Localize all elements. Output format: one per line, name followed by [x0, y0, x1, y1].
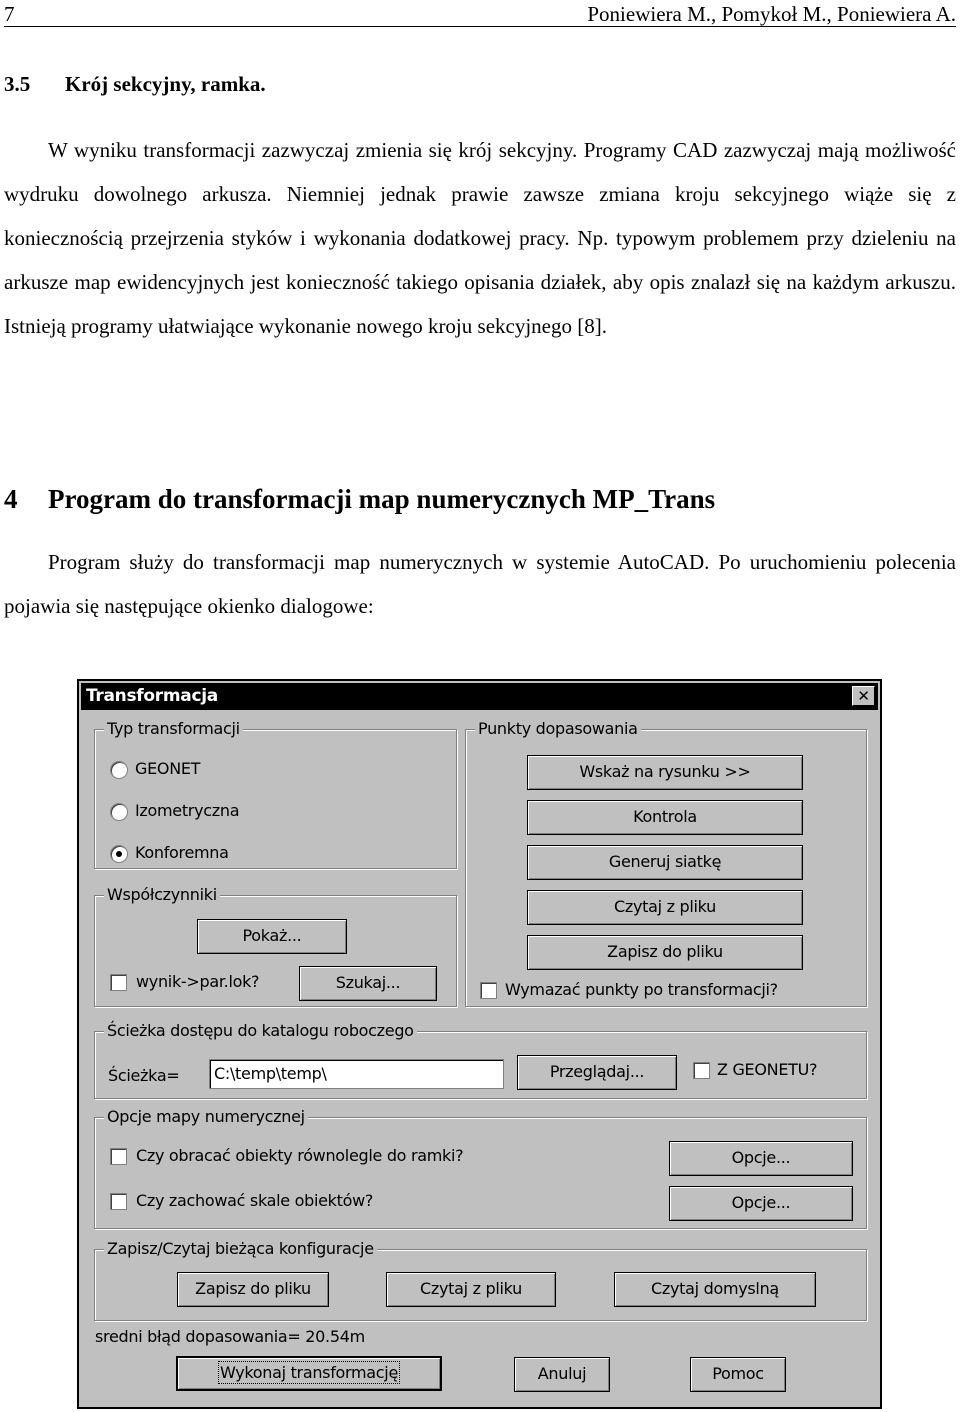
paragraph-text: Program służy do transformacji map numerycznych w systemie AutoCAD. Po uruchomieniu polecenia pojawia się następujące okienko dialogowe: [4, 550, 956, 618]
page-number: 7 [4, 2, 15, 26]
section-heading-4 [4, 484, 715, 515]
obracac-checkbox-label: Czy obracać obiekty równolegle do ramki? [136, 1146, 464, 1165]
group-label: Opcje mapy numerycznej [104, 1107, 308, 1127]
sciezka-label: Ścieżka= [108, 1066, 180, 1085]
pomoc-button[interactable]: Pomoc [690, 1357, 786, 1392]
opcje-button-2[interactable]: Opcje... [669, 1186, 853, 1221]
section-heading-3-5 [4, 72, 266, 97]
skale-checkbox[interactable] [110, 1193, 127, 1210]
radio-izometryczna[interactable] [110, 803, 128, 821]
kontrola-button[interactable]: Kontrola [527, 800, 803, 835]
skale-checkbox-label: Czy zachować skale obiektów? [136, 1191, 374, 1210]
radio-geonet-label: GEONET [135, 759, 201, 778]
section-number: 4 [4, 484, 18, 514]
wskaz-na-rysunku-button[interactable]: Wskaż na rysunku >> [527, 755, 803, 790]
zapisz-konfig-button[interactable]: Zapisz do pliku [177, 1272, 329, 1307]
anuluj-button[interactable]: Anuluj [514, 1357, 610, 1392]
z-geonetu-checkbox[interactable] [693, 1062, 710, 1079]
close-button[interactable] [852, 686, 875, 706]
czytaj-domyslna-button[interactable]: Czytaj domyslną [614, 1272, 816, 1307]
section-number: 3.5 [4, 72, 31, 96]
group-label: Zapisz/Czytaj bieżąca konfiguracje [104, 1239, 377, 1259]
paragraph-4 [4, 540, 956, 628]
wynik-checkbox[interactable] [110, 974, 127, 991]
wymazac-checkbox-label: Wymazać punkty po transformacji? [505, 980, 778, 999]
paragraph-3-5 [4, 128, 956, 348]
close-icon: ✕ [857, 687, 870, 705]
paragraph-text: W wyniku transformacji zazwyczaj zmienia się krój sekcyjny. Programy CAD zazwyczaj mają możliwość wydruku dowolnego arkusza. Niemniej jednak prawie zawsze zmiana kroju sekcyjnego wiąże się z koniecznością przejrzenia styków i wykonania dodatkowej pracy. Np. typowym problemem przy dzieleniu na arkusze map ewidencyjnych jest konieczność takiego opisania działek, aby opis znalazł się na każdym arkuszu. Istnieją programy ułatwiające wykonanie nowego kroju sekcyjnego [8]. [4, 138, 956, 338]
obracac-checkbox[interactable] [110, 1148, 127, 1165]
section-title: Krój sekcyjny, ramka. [65, 72, 266, 96]
zapisz-do-pliku-button[interactable]: Zapisz do pliku [527, 935, 803, 970]
czytaj-konfig-button[interactable]: Czytaj z pliku [386, 1272, 556, 1307]
radio-konforemna[interactable] [110, 845, 128, 863]
radio-izometryczna-label: Izometryczna [135, 801, 240, 820]
wynik-checkbox-label: wynik->par.lok? [136, 972, 260, 991]
wykonaj-transformacje-button[interactable] [176, 1356, 442, 1391]
transformacja-dialog [77, 679, 882, 1409]
szukaj-button[interactable]: Szukaj... [299, 966, 437, 1001]
group-label: Typ transformacji [104, 719, 243, 739]
radio-geonet[interactable] [110, 761, 128, 779]
opcje-button-1[interactable]: Opcje... [669, 1141, 853, 1176]
przegladaj-button[interactable]: Przeglądaj... [517, 1055, 677, 1090]
dialog-title: Transformacja [86, 686, 218, 706]
group-label: Współczynniki [104, 885, 220, 905]
error-readout: sredni błąd dopasowania= 20.54m [95, 1327, 365, 1346]
generuj-siatke-button[interactable]: Generuj siatkę [527, 845, 803, 880]
page-header [4, 2, 956, 27]
group-label: Ścieżka dostępu do katalogu roboczego [104, 1021, 417, 1041]
z-geonetu-checkbox-label: Z GEONETU? [717, 1060, 818, 1079]
wymazac-checkbox[interactable] [480, 982, 497, 999]
czytaj-z-pliku-button[interactable]: Czytaj z pliku [527, 890, 803, 925]
radio-selected-dot [116, 851, 122, 857]
section-title: Program do transformacji map numerycznych MP_Trans [48, 484, 716, 514]
dialog-titlebar [81, 683, 878, 710]
running-authors: Poniewiera M., Pomykoł M., Poniewiera A. [587, 2, 956, 26]
wykonaj-label: Wykonaj transformację [220, 1363, 398, 1382]
radio-konforemna-label: Konforemna [135, 843, 229, 862]
group-label: Punkty dopasowania [475, 719, 641, 739]
pokaz-button[interactable]: Pokaż... [197, 919, 347, 954]
sciezka-input[interactable]: C:\temp\temp\ [209, 1059, 504, 1089]
